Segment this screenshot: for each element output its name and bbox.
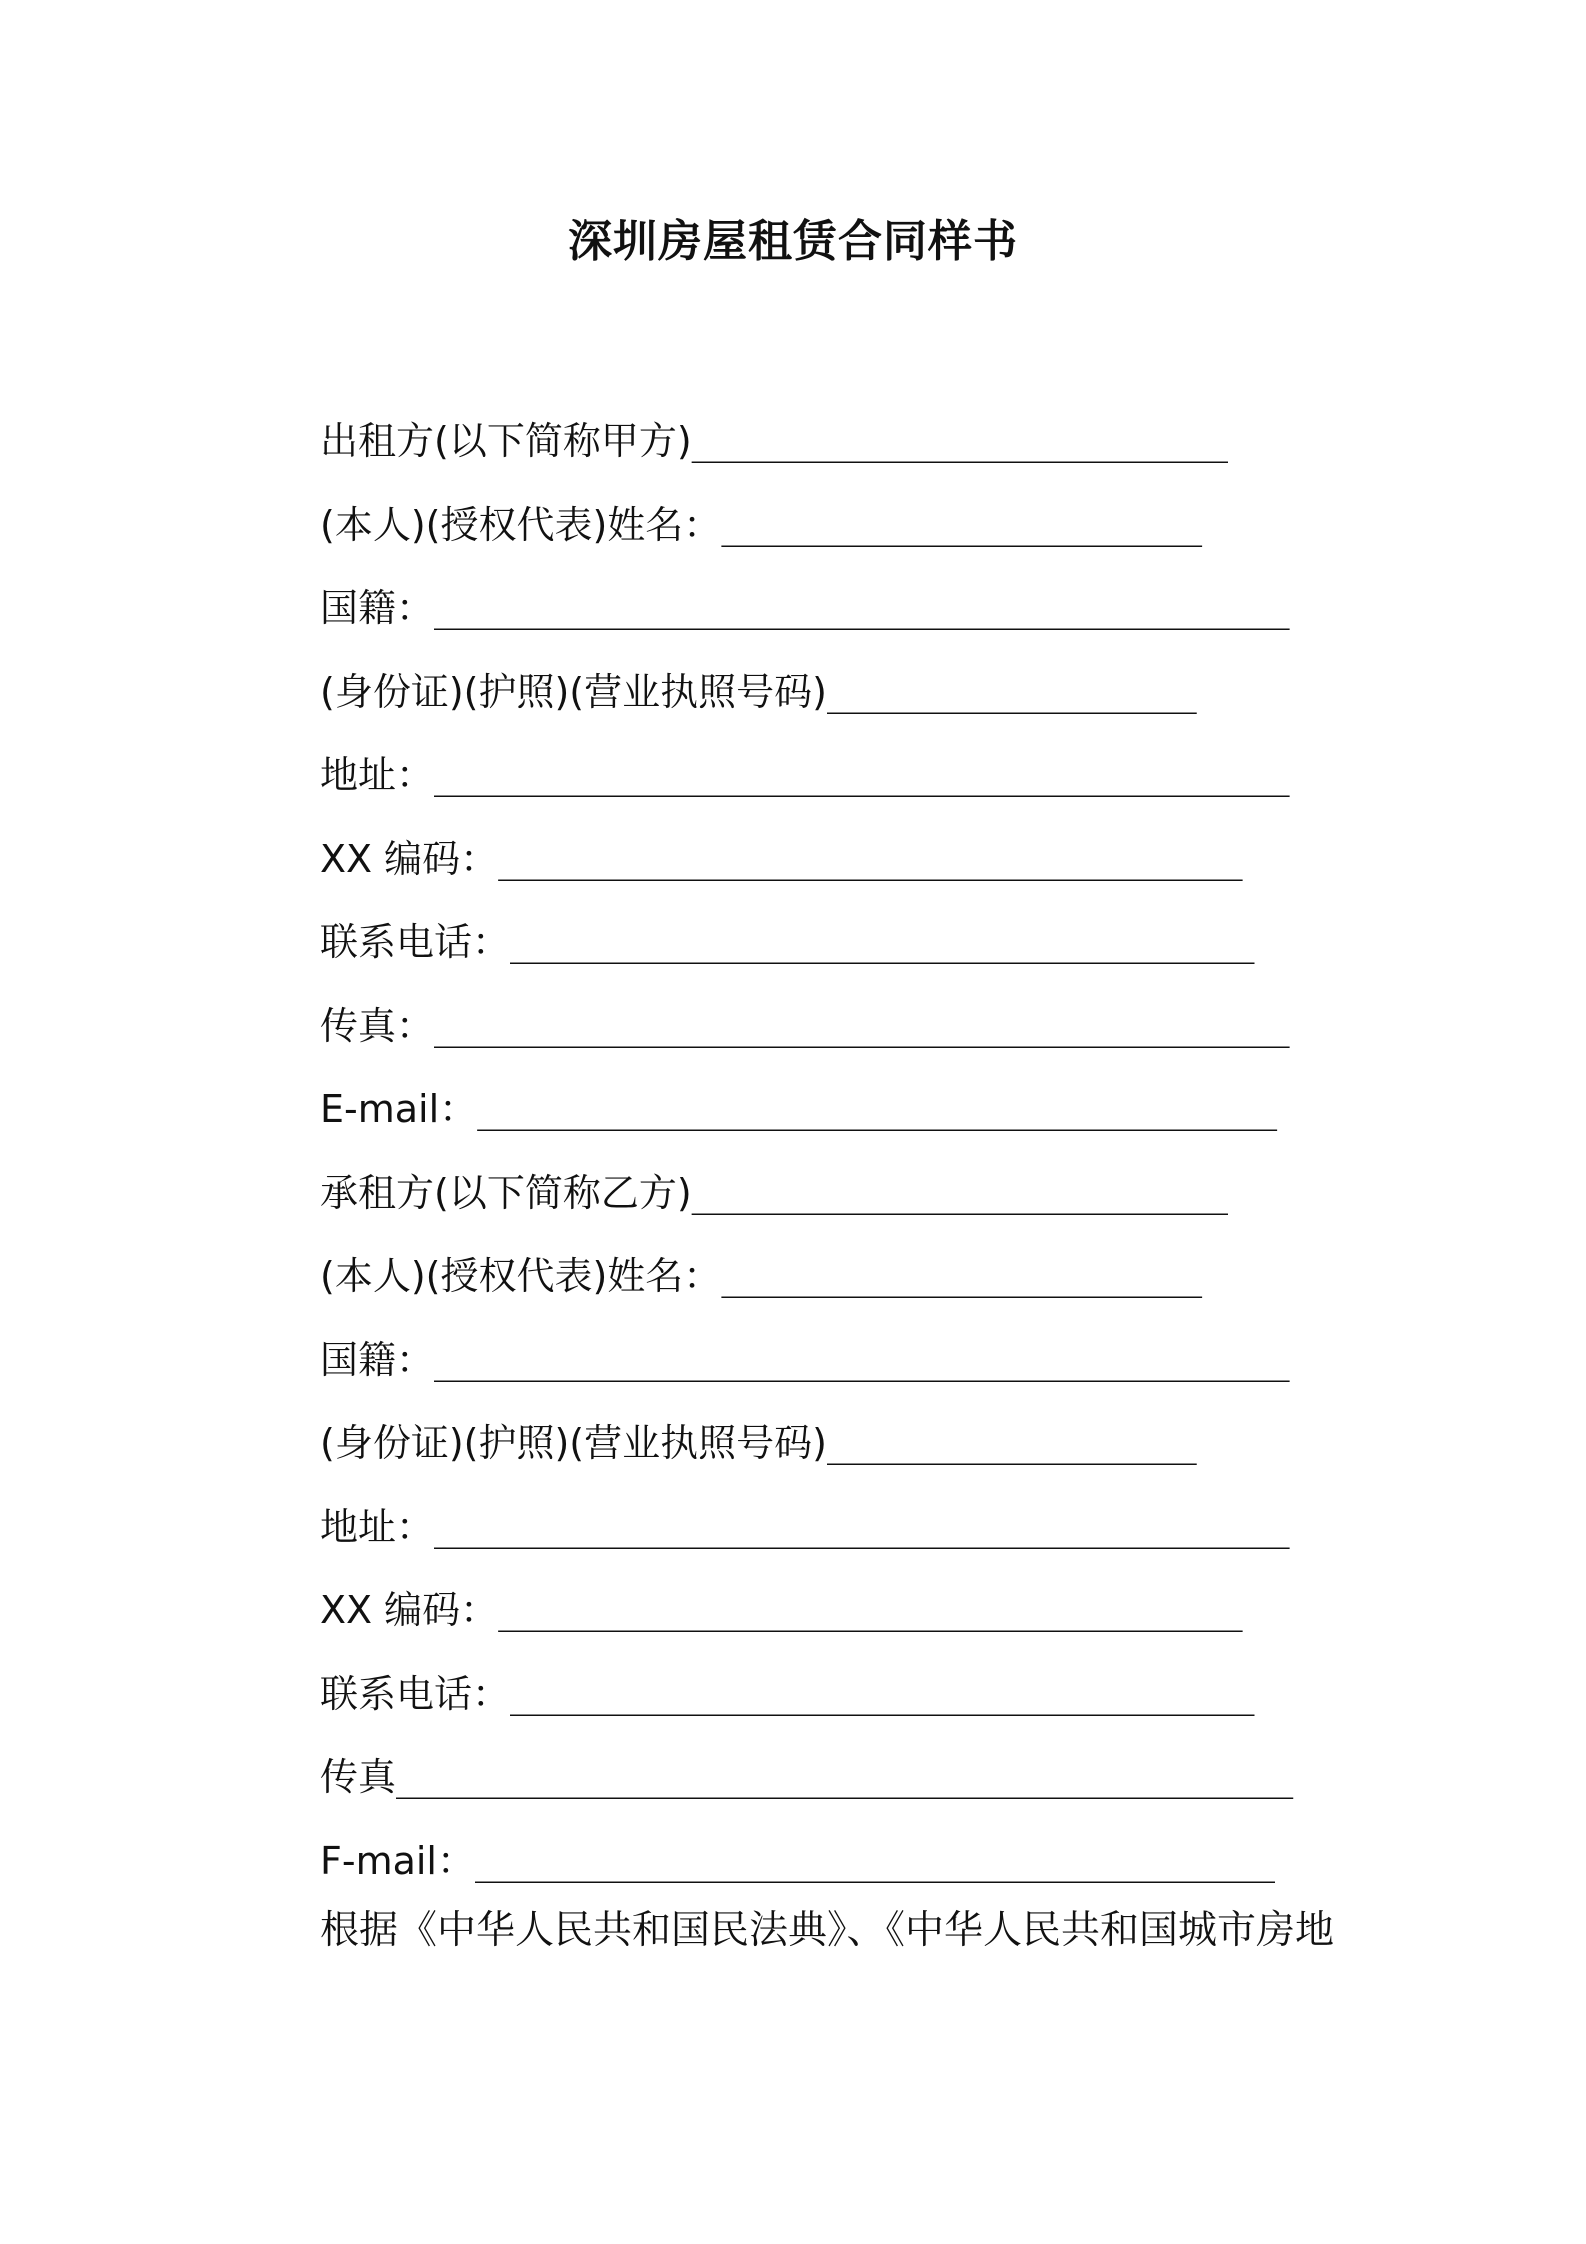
- lessee-code-field: [320, 1579, 1360, 1663]
- fill-blank: _____________________________________________________________: [434, 1003, 1281, 1048]
- fill-blank: _____________________________________________________: [510, 920, 1246, 964]
- field-label: (本人)(授权代表)姓名：: [320, 1254, 722, 1298]
- lessee-phone-field: [320, 1663, 1360, 1747]
- field-label: XX 编码：: [320, 836, 499, 881]
- closing-paragraph: 根据《中华人民共和国民法典》、《中华人民共和国城市房地: [320, 1908, 1335, 1953]
- field-label: 联系电话：: [320, 1671, 511, 1716]
- lessor-phone-field: [320, 911, 1360, 995]
- field-label: (身份证)(护照)(营业执照号码): [320, 669, 827, 714]
- field-label: 国籍：: [320, 1337, 435, 1382]
- lessee-address-field: [320, 1496, 1360, 1580]
- field-label: (身份证)(护照)(营业执照号码): [320, 1421, 827, 1465]
- fill-blank: _____________________________________________________: [510, 1671, 1246, 1716]
- fill-blank: _____________________________________________________: [498, 836, 1234, 881]
- fill-blank: _____________________________________________________________: [434, 1337, 1281, 1382]
- fill-blank: __________________________________: [721, 1254, 1194, 1298]
- fill-blank: _________________________________________________________: [477, 1087, 1269, 1131]
- field-label: 承租方(以下简称乙方): [320, 1170, 692, 1215]
- field-label: 地址：: [320, 1504, 435, 1549]
- contract-fields: [320, 410, 1360, 1913]
- fill-blank: ______________________________________: [691, 419, 1220, 463]
- fill-blank: _____________________________________________________________: [434, 586, 1281, 630]
- field-label: 地址：: [320, 753, 435, 797]
- lessee-id-field: [320, 1412, 1360, 1496]
- field-label: F-mail：: [320, 1838, 475, 1883]
- field-label: XX 编码：: [320, 1588, 499, 1632]
- lessor-id-field: [320, 661, 1360, 745]
- fill-blank: ______________________________________: [691, 1170, 1220, 1215]
- fill-blank: __________________________: [826, 669, 1188, 714]
- fill-blank: ________________________________________________________________: [396, 1755, 1285, 1799]
- lessor-email-field: [320, 1078, 1360, 1162]
- fill-blank: __________________________________: [721, 502, 1194, 547]
- field-label: 联系电话：: [320, 920, 511, 964]
- lessor-field: [320, 410, 1360, 494]
- lessor-fax-field: [320, 995, 1360, 1079]
- lessor-address-field: [320, 744, 1360, 828]
- field-label: (本人)(授权代表)姓名：: [320, 502, 722, 547]
- lessor-nationality-field: [320, 577, 1360, 661]
- document-title: 深圳房屋租赁合同样书: [568, 216, 1018, 267]
- field-label: E-mail：: [320, 1087, 478, 1131]
- fill-blank: _____________________________________________________: [498, 1588, 1234, 1632]
- fill-blank: _____________________________________________________________: [434, 753, 1281, 797]
- lessor-code-field: [320, 828, 1360, 912]
- lessee-nationality-field: [320, 1329, 1360, 1413]
- lessee-fax-field: [320, 1746, 1360, 1830]
- field-label: 传真: [320, 1755, 397, 1799]
- fill-blank: _____________________________________________________________: [434, 1504, 1281, 1549]
- lessee-name-field: [320, 1245, 1360, 1329]
- field-label: 传真：: [320, 1003, 435, 1048]
- lessee-field: [320, 1162, 1360, 1246]
- fill-blank: __________________________: [826, 1421, 1188, 1465]
- field-label: 出租方(以下简称甲方): [320, 419, 692, 463]
- fill-blank: _________________________________________________________: [475, 1838, 1267, 1883]
- field-label: 国籍：: [320, 586, 435, 630]
- lessor-name-field: [320, 494, 1360, 578]
